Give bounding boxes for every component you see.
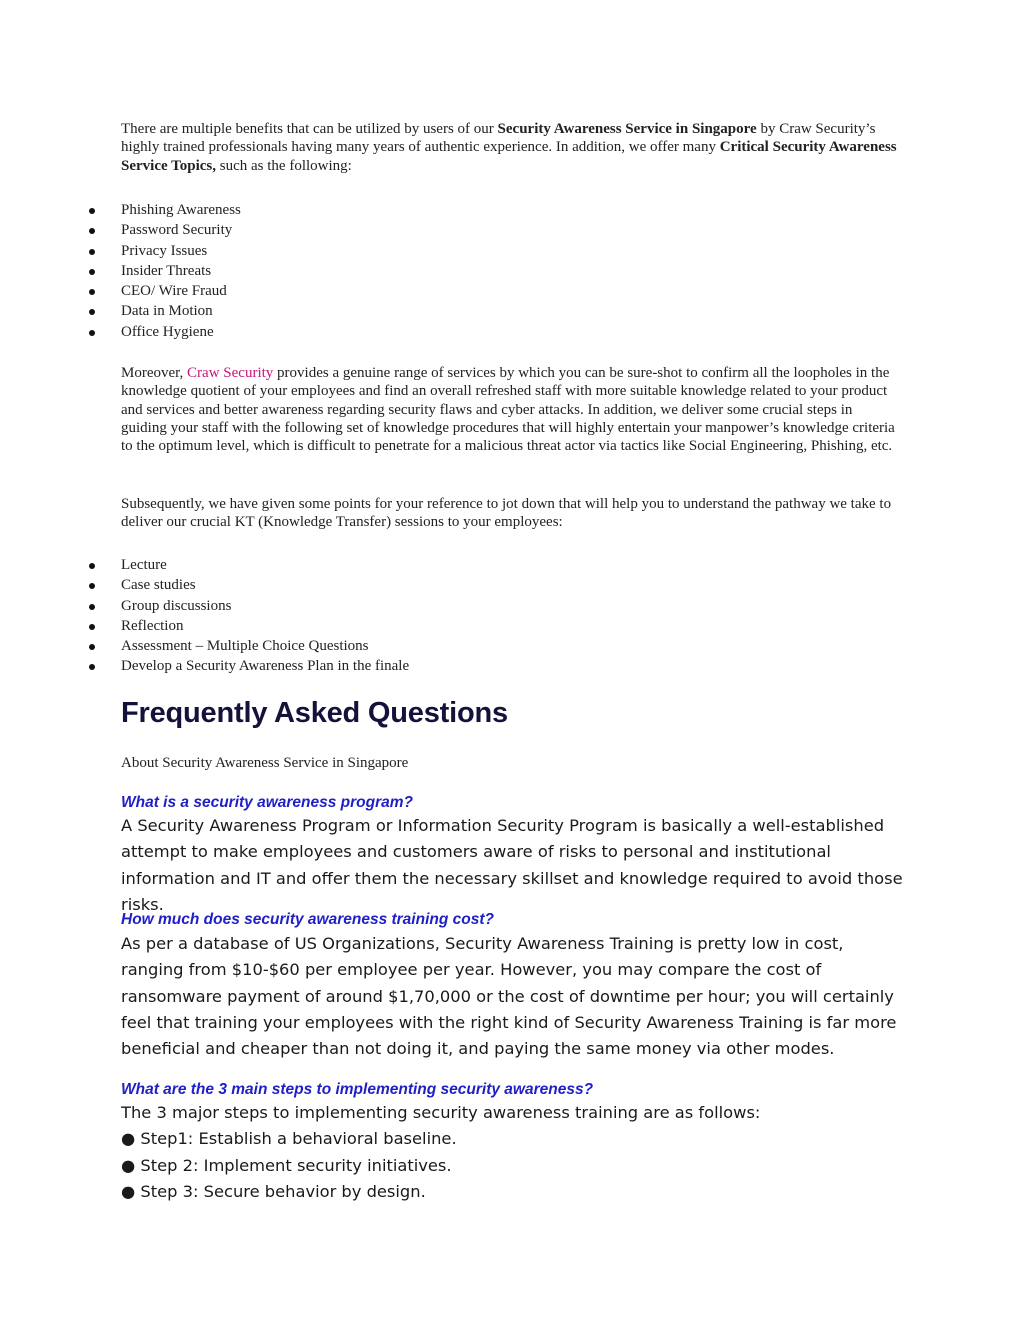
list-item <box>0 575 409 595</box>
intro-text-1: There are multiple benefits that can be utilized by users of our <box>121 121 498 137</box>
faq-answer-3-intro: The 3 major steps to implementing security awareness training are as follows: <box>121 1103 761 1122</box>
faq-step-1: ● Step1: Establish a behavioral baseline. <box>121 1129 457 1149</box>
methods-list <box>0 555 409 677</box>
faq-answer-1: A Security Awareness Program or Information Security Program is basically a well-established attempt to make employees and customers aware of risks to personal and institutional information and IT and offer them the necessary skillset and knowledge required to avoid those risks. <box>121 816 903 914</box>
bullet-icon <box>89 644 95 650</box>
list-item-label: Password Security <box>121 222 233 239</box>
list-item-label: Lecture <box>121 557 167 573</box>
faq-question-3: What are the 3 main steps to implementing security awareness? <box>121 1081 594 1098</box>
bullet-icon <box>89 228 95 234</box>
faq-step-2: ● Step 2: Implement security initiatives. <box>121 1155 452 1175</box>
faq-heading: Frequently Asked Questions <box>121 697 508 729</box>
bullet-icon <box>89 624 95 630</box>
list-item <box>0 220 241 240</box>
list-item-label: Group discussions <box>121 597 232 614</box>
bullet-icon <box>89 604 95 610</box>
list-item-label: Reflection <box>121 617 184 634</box>
bullet-icon <box>89 249 95 255</box>
list-item <box>0 616 409 636</box>
list-item-label: CEO/ Wire Fraud <box>121 283 227 300</box>
bullet-icon <box>89 309 95 315</box>
subsequently-paragraph: Subsequently, we have given some points for your reference to jot down that will help you to understand the pathway we take to deliver our crucial KT (Knowledge Transfer) sessions to your employees: <box>121 496 892 531</box>
intro-paragraph <box>121 120 901 175</box>
faq-answer-2: As per a database of US Organizations, Security Awareness Training is pretty low in cost, ranging from $10-$60 per employee per year. However, you may compare the cost of ransomware payment of around $1,70,000 or the cost of downtime per hour; you will certainly feel that training your employees with the right kind of Security Awareness Training is far more beneficial and cheaper than not doing it, and paying the same money via other modes. <box>121 934 897 1059</box>
topics-list <box>0 200 241 342</box>
moreover-text-1: Moreover, <box>121 365 188 381</box>
list-item <box>0 281 241 301</box>
intro-bold-topics: Critical Security Awareness Service Topics, <box>121 139 897 174</box>
list-item <box>0 656 409 676</box>
bullet-icon <box>89 583 95 589</box>
moreover-paragraph <box>121 364 901 455</box>
list-item-label: Case studies <box>121 577 196 594</box>
bullet-icon <box>89 269 95 275</box>
faq-subtitle: About Security Awareness Service in Singapore <box>121 755 409 771</box>
bullet-icon <box>89 289 95 295</box>
bullet-icon <box>89 563 95 569</box>
list-item-label: Data in Motion <box>121 303 213 320</box>
list-item <box>0 636 409 656</box>
list-item <box>0 241 241 261</box>
bullet-icon <box>89 208 95 214</box>
list-item-label: Assessment – Multiple Choice Questions <box>121 638 369 655</box>
list-item <box>0 596 409 616</box>
intro-text-2: by Craw Security’s highly trained professionals having many years of authentic experience. In addition, we offer many <box>121 121 876 156</box>
craw-security-link[interactable]: Craw Security <box>187 365 274 381</box>
intro-text-3: such as the following: <box>216 157 352 174</box>
list-item-label: Office Hygiene <box>121 323 214 340</box>
list-item-label: Develop a Security Awareness Plan in the finale <box>121 658 410 675</box>
intro-bold-service: Security Awareness Service in Singapore <box>497 121 757 137</box>
bullet-icon <box>89 330 95 336</box>
list-item <box>0 200 241 220</box>
faq-question-1: What is a security awareness program? <box>121 794 414 811</box>
list-item-label: Phishing Awareness <box>121 202 241 218</box>
bullet-icon <box>89 664 95 670</box>
list-item-label: Privacy Issues <box>121 242 208 259</box>
list-item <box>0 322 241 342</box>
moreover-text-2: provides a genuine range of services by which you can be sure-shot to confirm all the loopholes in the knowledge quotient of your employees and find an overall refreshed staff with more suitable knowledge related to your product and services and better awareness regarding security flaws and cyber attacks. In addition, we deliver some crucial steps in guiding your staff with the following set of knowledge procedures that will highly entertain your manpower’s knowledge criteria to the optimum level, which is difficult to penetrate for a malicious threat actor via tactics like Social Engineering, Phishing, etc. <box>121 365 895 455</box>
list-item-label: Insider Threats <box>121 262 212 279</box>
faq-step-3: ● Step 3: Secure behavior by design. <box>121 1181 426 1201</box>
list-item <box>0 555 409 575</box>
list-item <box>0 301 241 321</box>
faq-question-2: How much does security awareness training cost? <box>121 911 494 928</box>
faq-answer-3 <box>121 1100 906 1205</box>
list-item <box>0 261 241 281</box>
